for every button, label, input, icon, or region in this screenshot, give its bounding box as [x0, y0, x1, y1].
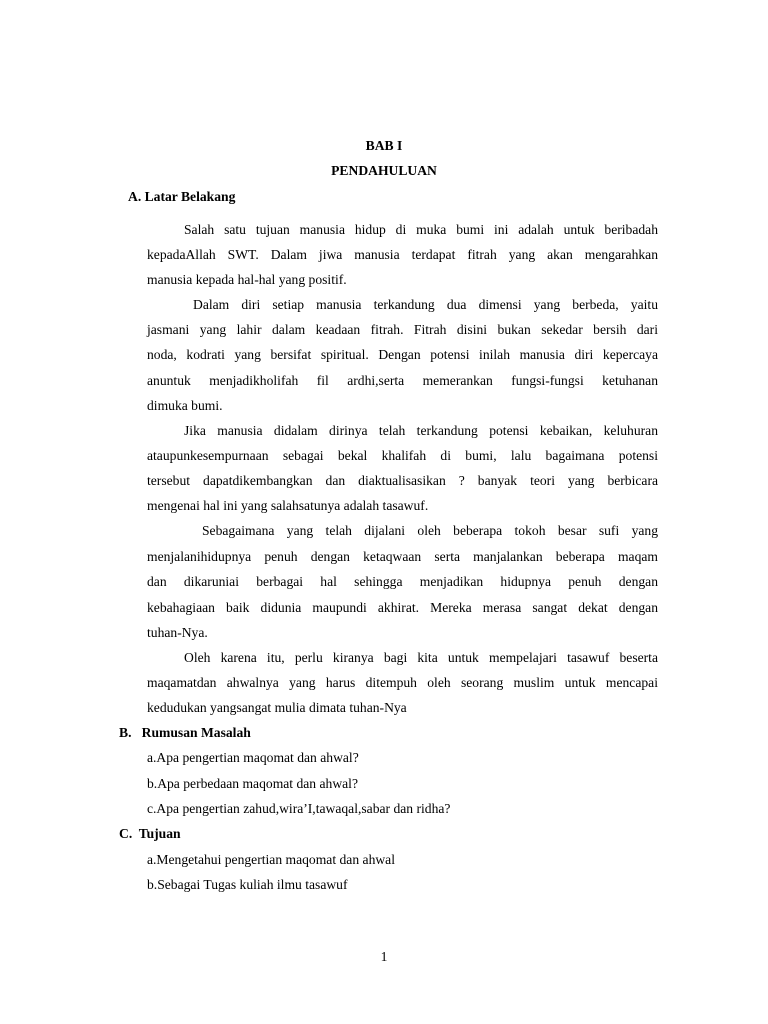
paragraph-line: mengenai hal ini yang salahsatunya adalah tasawuf.	[147, 498, 429, 513]
paragraph-line: maqamatdan ahwalnya yang harus ditempuh oleh seorang muslim untuk mencapai	[147, 675, 658, 690]
paragraph-line: Salah satu tujuan manusia hidup di muka bumi ini adalah untuk beribadah	[184, 222, 658, 237]
paragraph-line: kepadaAllah SWT. Dalam jiwa manusia terdapat fitrah yang akan mengarahkan	[147, 247, 658, 262]
paragraph-line: noda, kodrati yang bersifat spiritual. Dengan potensi inilah manusia diri kepercaya	[147, 347, 658, 362]
list-item: b.Apa perbedaan maqomat dan ahwal?	[147, 776, 358, 791]
paragraph-line: jasmani yang lahir dalam keadaan fitrah. Fitrah disini bukan sekedar bersih dari	[147, 322, 658, 337]
paragraph-line: kebahagiaan baik didunia maupundi akhirat. Mereka merasa sangat dekat dengan	[147, 600, 658, 615]
section-c-title: C. Tujuan	[119, 826, 181, 841]
paragraph-line: Dalam diri setiap manusia terkandung dua dimensi yang berbeda, yaitu	[193, 297, 658, 312]
page-number: 1	[380, 949, 388, 964]
paragraph-line: Sebagaimana yang telah dijalani oleh beberapa tokoh besar sufi yang	[202, 523, 658, 538]
paragraph-line: ataupunkesempurnaan sebagai bekal khalifah di bumi, lalu bagaimana potensi	[147, 448, 658, 463]
paragraph-line: kedudukan yangsangat mulia dimata tuhan-Nya	[147, 700, 407, 715]
list-item: a.Mengetahui pengertian maqomat dan ahwal	[147, 852, 395, 867]
section-a-title: A. Latar Belakang	[128, 189, 236, 204]
paragraph-line: tersebut dapatdikembangkan dan diaktualisasikan ? banyak teori yang berbicara	[147, 473, 658, 488]
paragraph-line: menjalanihidupnya penuh dengan ketaqwaan serta manjalankan beberapa maqam	[147, 549, 658, 564]
section-b-title: B. Rumusan Masalah	[119, 725, 251, 740]
paragraph-line: dimuka bumi.	[147, 398, 223, 413]
paragraph-line: Oleh karena itu, perlu kiranya bagi kita untuk mempelajari tasawuf beserta	[184, 650, 658, 665]
paragraph-line: tuhan-Nya.	[147, 625, 208, 640]
paragraph-line: anuntuk menjadikholifah fil ardhi,serta memerankan fungsi-fungsi ketuhanan	[147, 373, 658, 388]
paragraph-line: manusia kepada hal-hal yang positif.	[147, 272, 347, 287]
paragraph-line: Jika manusia didalam dirinya telah terkandung potensi kebaikan, keluhuran	[184, 423, 658, 438]
paragraph-line: dan dikaruniai berbagai hal sehingga menjadikan hidupnya penuh dengan	[147, 574, 658, 589]
list-item: b.Sebagai Tugas kuliah ilmu tasawuf	[147, 877, 348, 892]
chapter-title: PENDAHULUAN	[331, 163, 437, 178]
list-item: c.Apa pengertian zahud,wira’I,tawaqal,sabar dan ridha?	[147, 801, 451, 816]
chapter-number: BAB I	[365, 138, 403, 153]
list-item: a.Apa pengertian maqomat dan ahwal?	[147, 750, 359, 765]
